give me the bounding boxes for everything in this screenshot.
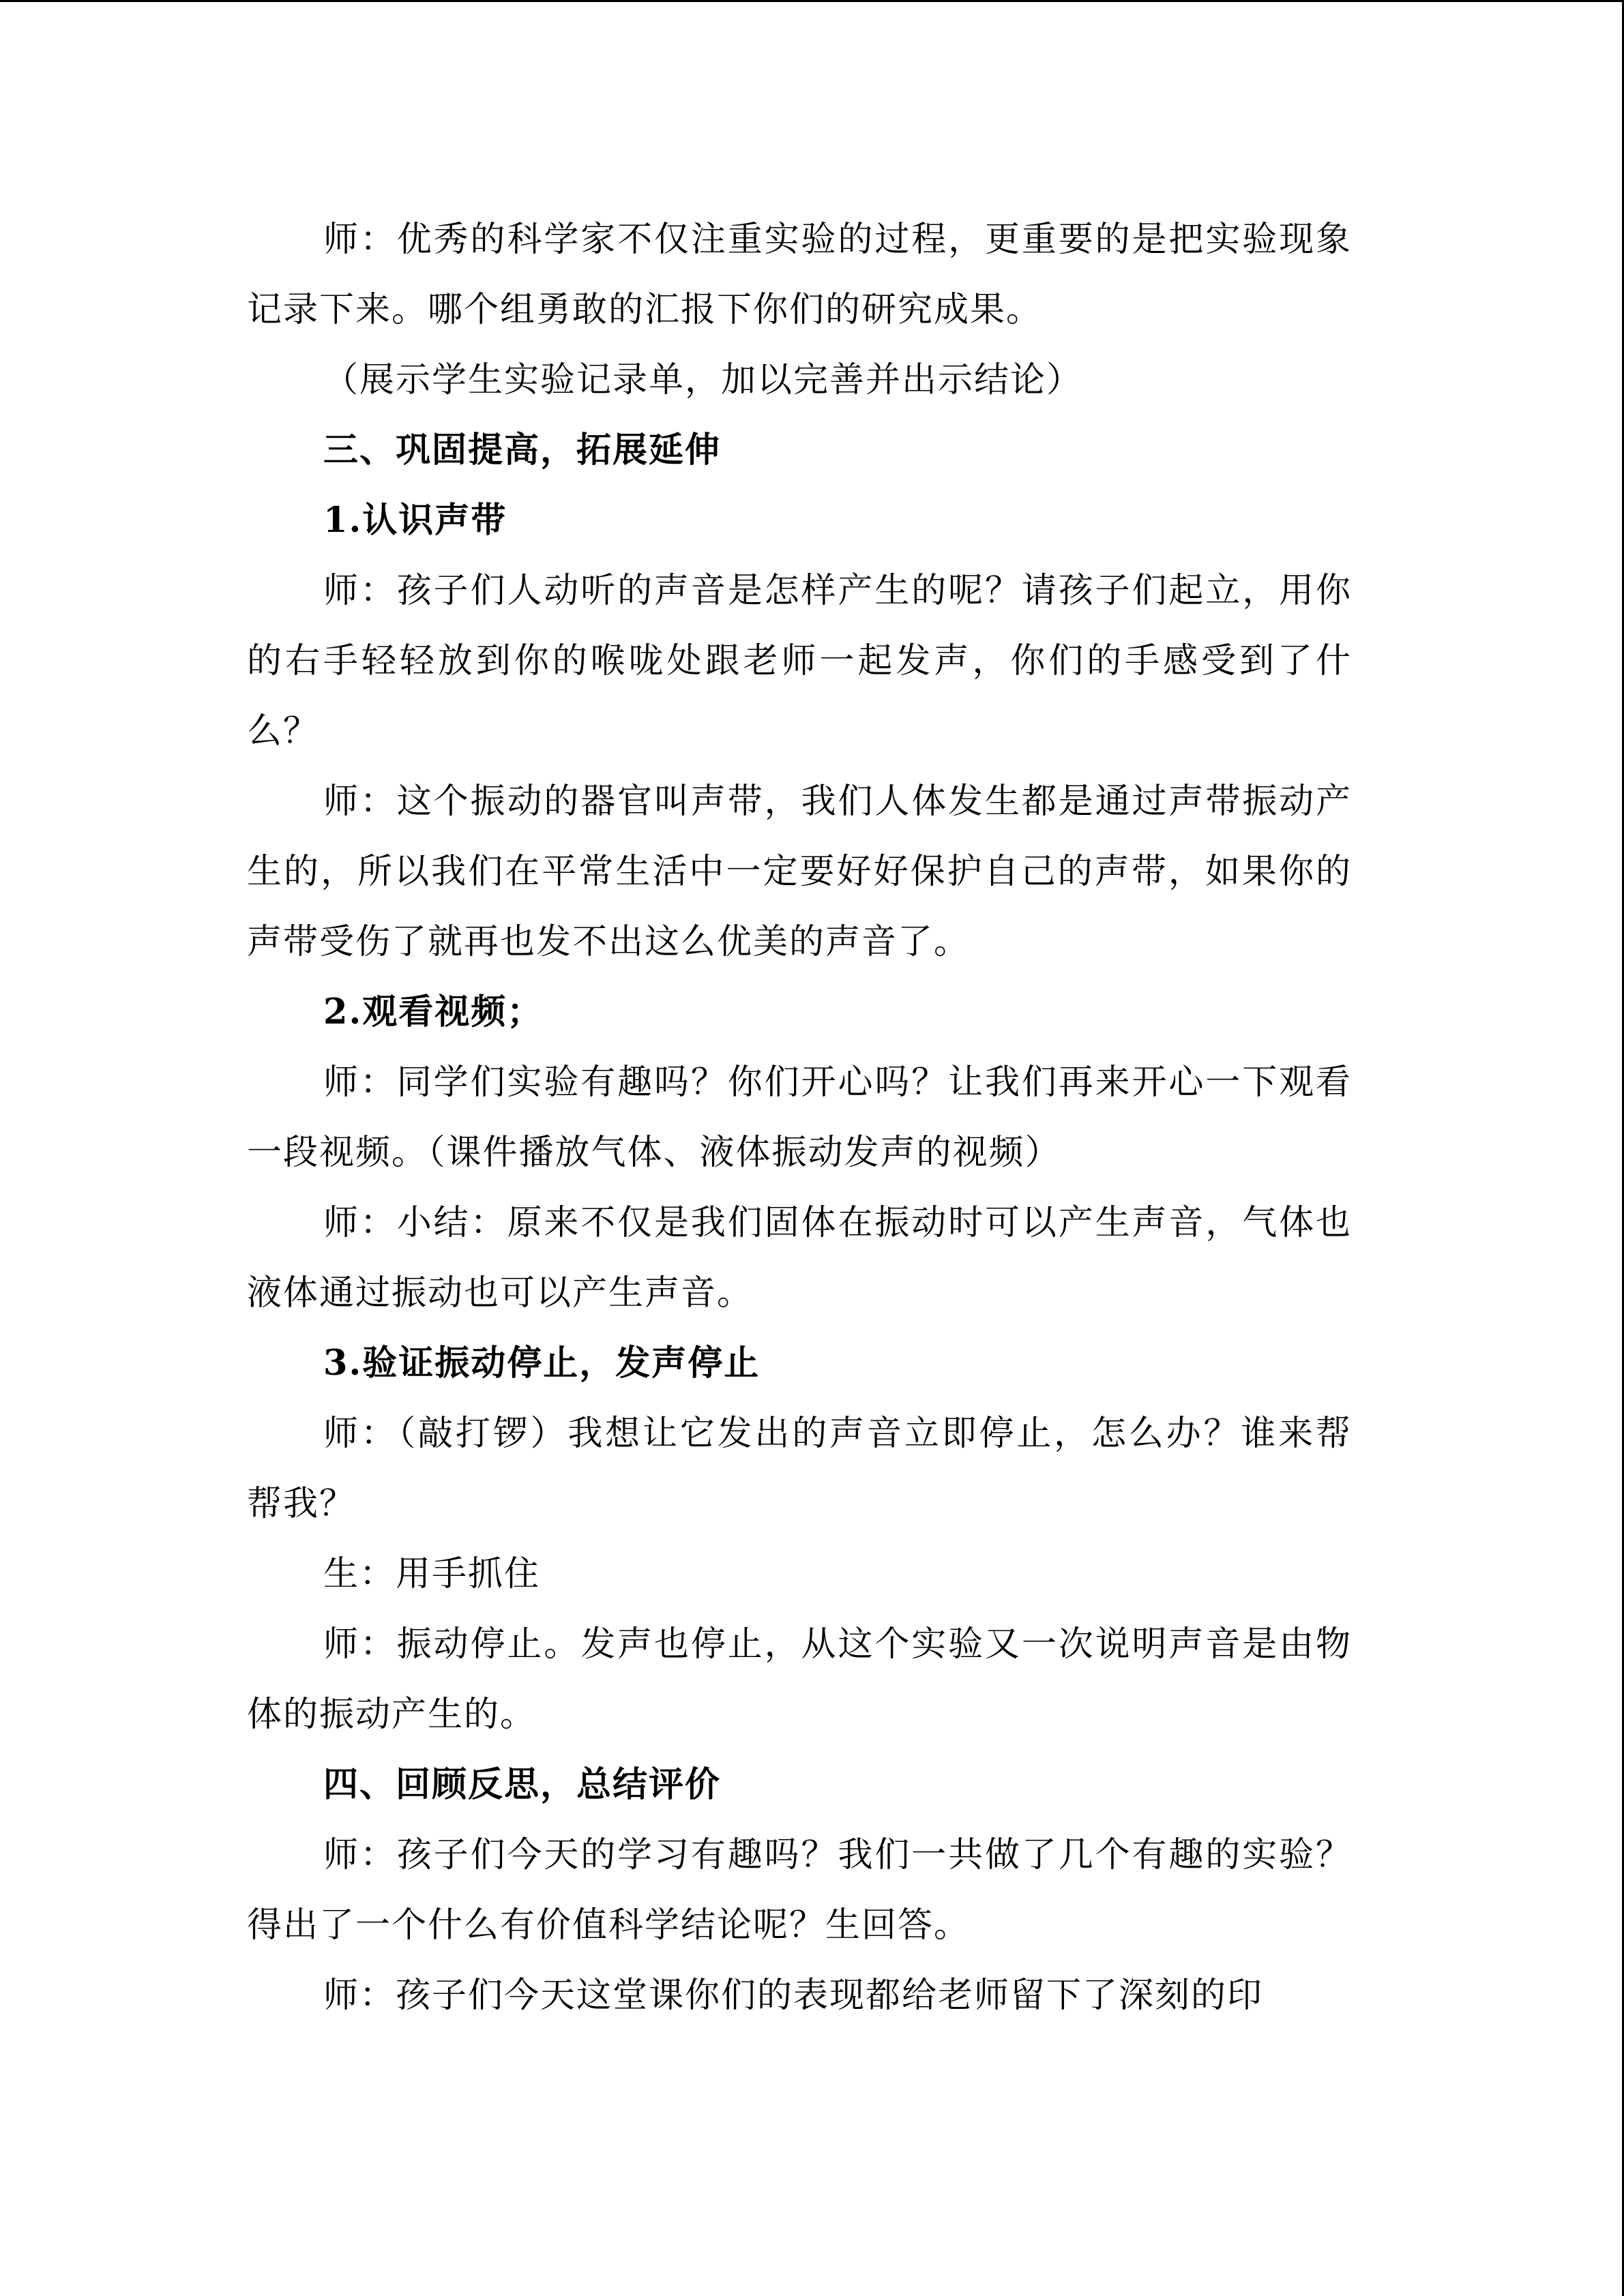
page-top-border bbox=[0, 0, 1624, 2]
paragraph-show-record-sheet: （展示学生实验记录单，加以完善并出示结论） bbox=[323, 360, 1083, 400]
paragraph-teacher-review-question: 师：孩子们今天的学习有趣吗？我们一共做了几个有趣的实验？得出了一个什么有价值科学结论呢？生回答。 bbox=[247, 1835, 1352, 1945]
document-body bbox=[247, 205, 1352, 2031]
paragraph-teacher-video: 师：同学们实验有趣吗？你们开心吗？让我们再来开心一下观看一段视频。（课件播放气体、液体振动发声的视频） bbox=[247, 1062, 1352, 1173]
section-heading-consolidate: 三、巩固提高，拓展延伸 bbox=[323, 430, 722, 471]
paragraph-teacher-record-results: 师：优秀的科学家不仅注重实验的过程，更重要的是把实验现象记录下来。哪个组勇敢的汇报下你们的研究成果。 bbox=[247, 220, 1352, 330]
paragraph-teacher-vibration-stop: 师：振动停止。发声也停止，从这个实验又一次说明声音是由物体的振动产生的。 bbox=[247, 1624, 1352, 1735]
paragraph-teacher-gong: 师：（敲打锣）我想让它发出的声音立即停止，怎么办？谁来帮帮我？ bbox=[247, 1414, 1352, 1524]
subheading-vocal-cords: 1.认识声带 bbox=[323, 500, 507, 541]
subheading-watch-video: 2.观看视频； bbox=[323, 992, 544, 1032]
paragraph-teacher-voice-question: 师：孩子们人动听的声音是怎样产生的呢？请孩子们起立，用你的右手轻轻放到你的喉咙处跟老师一起发声，你们的手感受到了什么？ bbox=[247, 571, 1352, 751]
paragraph-teacher-vocal-cords: 师：这个振动的器官叫声带，我们人体发生都是通过声带振动产生的，所以我们在平常生活中一定要好好保护自己的声带，如果你的声带受伤了就再也发不出这么优美的声音了。 bbox=[247, 781, 1352, 962]
paragraph-teacher-closing: 师：孩子们今天这堂课你们的表现都给老师留下了深刻的印 bbox=[323, 1976, 1264, 2016]
paragraph-teacher-summary: 师：小结：原来不仅是我们固体在振动时可以产生声音，气体也液体通过振动也可以产生声音。 bbox=[247, 1203, 1352, 1313]
section-heading-review: 四、回顾反思，总结评价 bbox=[323, 1764, 722, 1805]
subheading-verify-vibration-stop: 3.验证振动停止，发声停止 bbox=[323, 1343, 761, 1384]
paragraph-student-answer: 生：用手抓住 bbox=[323, 1554, 541, 1594]
